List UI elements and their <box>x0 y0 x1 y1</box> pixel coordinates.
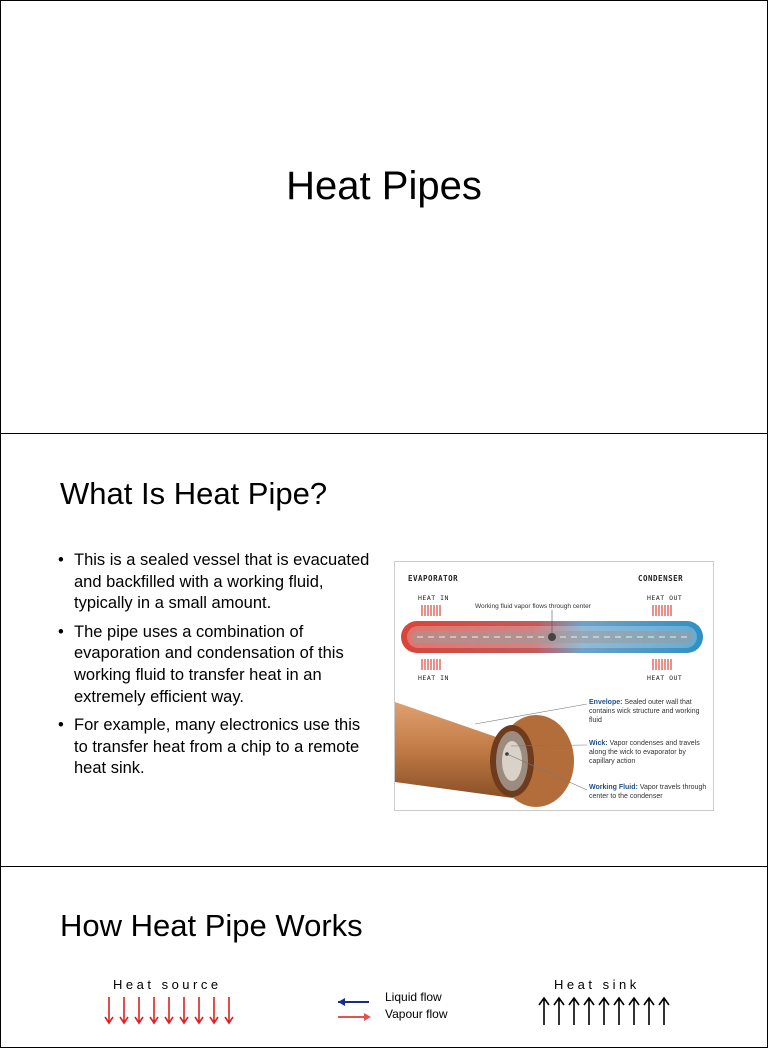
bullet-item: • This is a sealed vessel that is evacuated and backfilled with a working fluid, typically in a small amount. <box>58 550 373 615</box>
heat-source-label: Heat source <box>113 977 222 992</box>
slide-heading: How Heat Pipe Works <box>60 908 363 943</box>
heat-sink-arrows <box>534 995 674 1025</box>
working-fluid-title: Working Fluid: <box>589 784 638 791</box>
vapour-flow-arrow <box>338 1013 371 1021</box>
bullet-item: • For example, many electronics use this to transfer heat from a chip to a remote heat sink. <box>58 715 373 780</box>
working-fluid-text: Vapor travels through center to the condenser <box>589 784 707 800</box>
envelope-note <box>589 698 711 725</box>
heat-out-top-label: HEAT OUT <box>647 594 683 602</box>
presentation-title: Heat Pipes <box>286 164 482 208</box>
heat-out-bottom-label: HEAT OUT <box>647 674 683 682</box>
center-point <box>548 633 556 641</box>
cutaway-pipe <box>395 702 574 807</box>
envelope-title: Envelope: <box>589 699 623 706</box>
wick-title: Wick: <box>589 740 608 747</box>
liquid-flow-label: Liquid flow <box>385 990 442 1004</box>
wick-text: Vapor condenses and travels along the wick to evaporator by capillary action <box>589 740 700 765</box>
slide-how-it-works <box>0 866 768 1048</box>
heat-pipe-figure <box>394 561 714 811</box>
evaporator-label: EVAPORATOR <box>408 574 459 583</box>
condenser-label: CONDENSER <box>638 574 684 583</box>
vapour-flow-label: Vapour flow <box>385 1007 448 1021</box>
center-caption: Working fluid vapor flows through center <box>475 603 591 610</box>
legend-arrows <box>335 993 375 1023</box>
slide-what-is <box>0 433 768 867</box>
slide-heading: What Is Heat Pipe? <box>60 476 328 511</box>
bullet-item: • The pipe uses a combination of evaporation and condensation of this working fluid to transfer heat in an extremely efficient way. <box>58 622 373 708</box>
bullet-list <box>58 550 373 787</box>
heat-in-top-label: HEAT IN <box>418 594 449 602</box>
envelope-text: Sealed outer wall that contains wick structure and working fluid <box>589 699 700 724</box>
working-fluid-note <box>589 783 711 801</box>
heat-source-arrows <box>101 995 241 1025</box>
slide-title <box>0 0 768 434</box>
liquid-flow-arrow <box>338 998 369 1006</box>
heat-in-bottom-label: HEAT IN <box>418 674 449 682</box>
wick-note <box>589 739 711 766</box>
heat-sink-label: Heat sink <box>554 977 640 992</box>
